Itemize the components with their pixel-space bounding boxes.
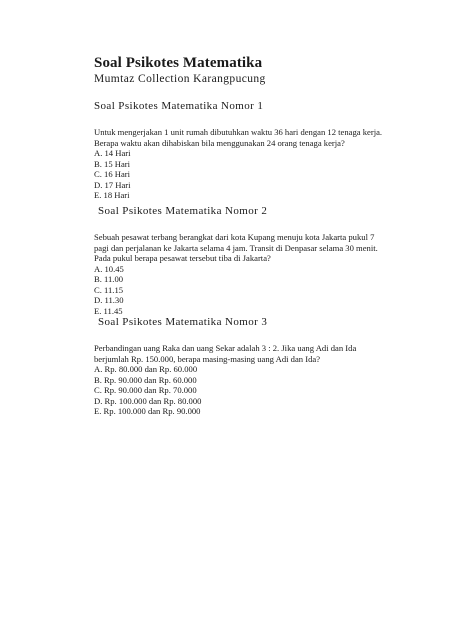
answer-option: D. 11.30 [94, 295, 124, 305]
answer-option: E. 18 Hari [94, 190, 130, 200]
answer-option: D. Rp. 100.000 dan Rp. 80.000 [94, 395, 202, 406]
question-section-3 [94, 316, 394, 417]
question-text [94, 343, 394, 364]
answer-options [94, 148, 394, 201]
answer-option: B. Rp. 90.000 dan Rp. 60.000 [94, 374, 197, 385]
question-line: Perbandingan uang Raka dan uang Sekar adalah 3 : 2. Jika uang Adi dan Ida [94, 343, 357, 353]
answer-options [94, 264, 394, 317]
answer-option: E. Rp. 100.000 dan Rp. 90.000 [94, 406, 201, 416]
answer-option: A. Rp. 80.000 dan Rp. 60.000 [94, 364, 198, 374]
section-heading: Soal Psikotes Matematika Nomor 2 [98, 205, 268, 217]
question-line: Untuk mengerjakan 1 unit rumah dibutuhkan waktu 36 hari dengan 12 tenaga kerja. [94, 127, 383, 137]
question-line: berjumlah Rp. 150.000, berapa masing-masing uang Adi dan Ida? [94, 353, 321, 364]
answer-option: A. 10.45 [94, 263, 124, 274]
answer-option: C. 16 Hari [94, 169, 131, 179]
answer-options [94, 364, 394, 417]
answer-option: C. 11.15 [94, 284, 124, 295]
question-text [94, 232, 394, 264]
question-text [94, 127, 394, 148]
document-title: Soal Psikotes Matematika [94, 55, 263, 71]
question-section-2 [94, 205, 394, 316]
answer-option: D. 17 Hari [94, 179, 131, 190]
question-line: Sebuah pesawat terbang berangkat dari kota Kupang menuju kota Jakarta pukul 7 [94, 232, 375, 242]
section-heading: Soal Psikotes Matematika Nomor 3 [98, 316, 268, 328]
answer-option: C. Rp. 90.000 dan Rp. 70.000 [94, 385, 197, 395]
answer-option: B. 15 Hari [94, 158, 131, 169]
answer-option: B. 11.00 [94, 274, 124, 284]
question-section-1 [94, 100, 394, 201]
answer-option: E. 11.45 [94, 305, 123, 316]
question-line: pagi dan perjalanan ke Jakarta selama 4 jam. Transit di Denpasar selama 30 menit. [94, 242, 378, 253]
answer-option: A. 14 Hari [94, 148, 131, 158]
question-line: Pada pukul berapa pesawat tersebut tiba di Jakarta? [94, 253, 271, 263]
document-subtitle: Mumtaz Collection Karangpucung [94, 73, 266, 85]
question-line: Berapa waktu akan dihabiskan bila menggunakan 24 orang tenaga kerja? [94, 137, 345, 148]
section-heading: Soal Psikotes Matematika Nomor 1 [94, 100, 264, 112]
